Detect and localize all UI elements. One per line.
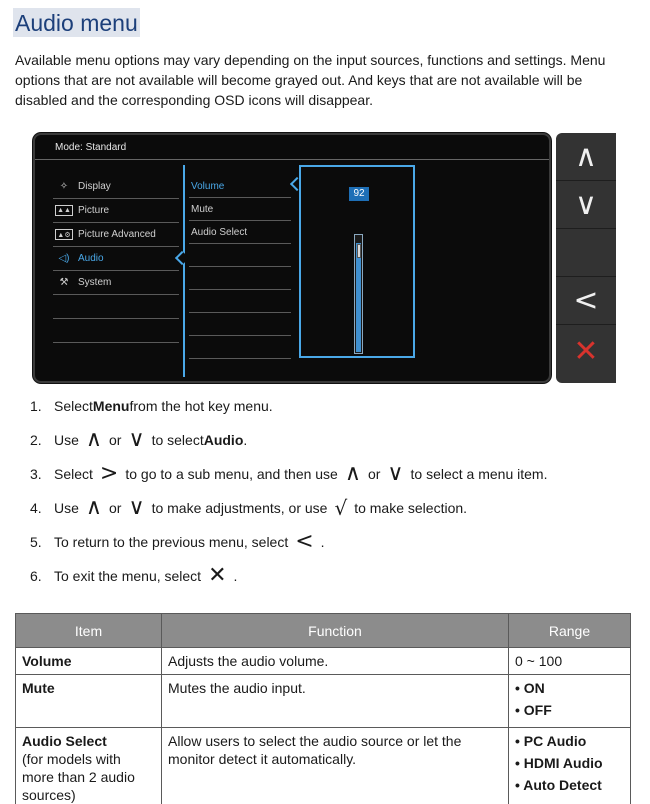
osd-menu-empty-row <box>53 295 179 319</box>
step-number: 5. <box>30 534 42 550</box>
speaker-icon: ◁) <box>58 253 70 264</box>
check-icon: √ <box>334 496 348 520</box>
wrench-icon: ⚒ <box>59 277 69 288</box>
column-header-function: Function <box>162 614 509 648</box>
picture-advanced-icon: ▲⚙ <box>55 229 73 240</box>
osd-mode-label: Mode: Standard <box>55 142 127 153</box>
table-cell-item <box>16 728 162 804</box>
down-arrow-icon: ∨ <box>387 461 404 486</box>
osd-menu-item-picture[interactable] <box>53 199 179 223</box>
column-header-range: Range <box>509 614 631 648</box>
step-text: Use <box>54 432 79 448</box>
step-text: to select a menu item. <box>410 466 548 482</box>
osd-menu-item-display[interactable] <box>53 175 179 199</box>
back-key-icon[interactable]: < <box>556 277 616 325</box>
step-text: to make adjustments, or use <box>151 500 328 516</box>
step-number: 3. <box>30 466 42 482</box>
picture-icon: ▲▲ <box>55 205 73 216</box>
step-text: from the hot key menu. <box>129 398 273 414</box>
range-option: • PC Audio <box>515 733 587 749</box>
step-bold: Menu <box>92 398 130 414</box>
step-text: or <box>109 432 122 448</box>
step-text: . <box>243 432 248 448</box>
osd-submenu-empty-row <box>189 336 291 359</box>
page-title: Audio menu <box>15 10 138 36</box>
volume-slider-fill <box>356 243 361 352</box>
step-text: Select <box>54 398 93 414</box>
step-number: 2. <box>30 432 42 448</box>
column-header-item: Item <box>16 614 162 648</box>
step-4 <box>30 495 630 520</box>
table-cell-function: Adjusts the audio volume. <box>162 648 509 675</box>
range-option: • HDMI Audio <box>515 755 603 771</box>
range-option: • ON <box>515 680 545 696</box>
table-cell-function: Mutes the audio input. <box>162 675 509 728</box>
down-key-icon[interactable]: ∨ <box>556 181 616 229</box>
osd-screen <box>33 133 551 383</box>
osd-menu-item-picture-advanced[interactable] <box>53 223 179 247</box>
table-row <box>16 648 631 675</box>
volume-slider[interactable] <box>354 234 363 354</box>
osd-main-menu <box>53 175 179 343</box>
up-arrow-icon: ∧ <box>85 427 103 452</box>
item-name: Audio Select <box>22 733 107 749</box>
step-6 <box>30 563 630 588</box>
volume-slider-knob[interactable] <box>357 244 361 258</box>
instruction-steps <box>30 396 630 600</box>
table-row <box>16 728 631 804</box>
step-text: to go to a sub menu, and then use <box>125 466 338 482</box>
exit-key-icon[interactable]: ✕ <box>573 333 599 369</box>
osd-menu-label: Picture <box>78 205 110 216</box>
intro-paragraph: Available menu options may vary depending on the input sources, functions and settings. Menu options that are not available will become grayed out. And keys that are not available will be disabled and the corresponding OSD icons will disappear. <box>15 52 606 108</box>
osd-submenu-item-audio-select[interactable]: Audio Select <box>189 221 291 244</box>
up-arrow-icon: ∧ <box>85 495 103 520</box>
step-text: Use <box>54 500 79 516</box>
volume-value: 92 <box>349 187 369 201</box>
step-number: 6. <box>30 568 42 584</box>
item-note: (for models with more than 2 audio sources) <box>22 751 135 803</box>
step-3 <box>30 461 630 486</box>
right-arrow-icon: > <box>99 461 119 486</box>
osd-menu-label: Display <box>78 181 111 192</box>
step-number: 4. <box>30 500 42 516</box>
table-cell-function: Allow users to select the audio source or let the monitor detect it automatically. <box>162 728 509 804</box>
osd-column-separator <box>183 165 185 377</box>
osd-submenu-empty-row <box>189 290 291 313</box>
table-cell-range: 0 ~ 100 <box>509 648 631 675</box>
osd-menu-item-audio[interactable] <box>53 247 179 271</box>
step-text: to select <box>151 432 204 448</box>
step-text: . <box>320 534 325 550</box>
down-arrow-icon: ∨ <box>128 495 145 520</box>
range-option: • OFF <box>515 702 552 718</box>
table-row <box>16 675 631 728</box>
osd-divider <box>35 159 549 160</box>
table-header-row <box>16 614 631 648</box>
blank-key[interactable] <box>556 229 616 277</box>
osd-menu-label: Picture Advanced <box>78 229 156 240</box>
osd-sub-menu <box>189 175 291 359</box>
osd-menu-label: Audio <box>78 253 104 264</box>
step-text: to make selection. <box>354 500 468 516</box>
step-1 <box>30 396 630 416</box>
osd-submenu-item-mute[interactable]: Mute <box>189 198 291 221</box>
osd-hot-keys <box>556 133 616 383</box>
step-bold: Audio <box>203 432 244 448</box>
osd-menu-item-system[interactable] <box>53 271 179 295</box>
osd-submenu-empty-row <box>189 267 291 290</box>
osd-menu-empty-row <box>53 319 179 343</box>
table-cell-item: Mute <box>16 675 162 728</box>
table-cell-range <box>509 675 631 728</box>
osd-submenu-empty-row <box>189 244 291 267</box>
osd-submenu-item-volume[interactable]: Volume <box>189 175 291 198</box>
down-arrow-icon: ∨ <box>128 427 145 452</box>
step-text: or <box>367 466 381 482</box>
up-arrow-icon: ∧ <box>344 461 361 486</box>
audio-settings-table <box>15 613 631 804</box>
osd-menu-label: System <box>78 277 112 288</box>
step-5 <box>30 529 630 554</box>
table-cell-range <box>509 728 631 804</box>
range-option: • Auto Detect <box>515 777 602 793</box>
display-icon: ✧ <box>59 181 69 192</box>
step-text: To return to the previous menu, select <box>54 534 289 550</box>
step-text: or <box>109 500 122 516</box>
table-cell-item: Volume <box>16 648 162 675</box>
volume-panel <box>299 165 415 358</box>
step-text: Select <box>54 466 93 482</box>
up-key-icon[interactable]: ∧ <box>556 133 616 181</box>
step-2 <box>30 427 630 452</box>
step-text: . <box>233 568 238 584</box>
close-icon: ✕ <box>208 563 227 588</box>
step-text: To exit the menu, select <box>54 568 202 584</box>
step-number: 1. <box>30 398 42 414</box>
osd-submenu-empty-row <box>189 313 291 336</box>
left-arrow-icon: < <box>295 529 314 554</box>
